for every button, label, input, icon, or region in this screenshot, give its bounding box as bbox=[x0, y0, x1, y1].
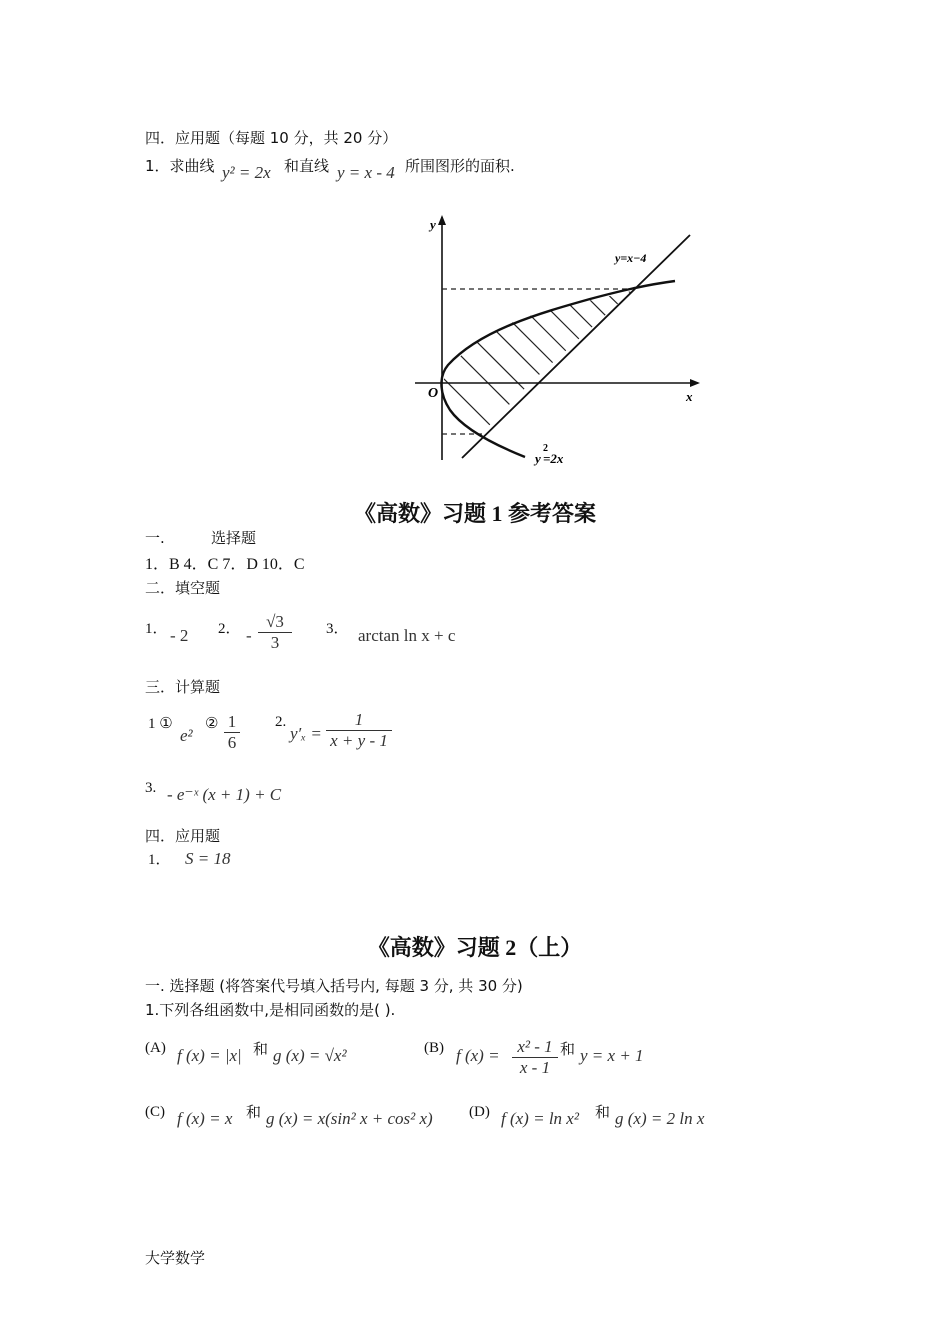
optC-g: g (x) = x(sin² x + cos² x) bbox=[266, 1109, 433, 1128]
hatch-pattern bbox=[410, 273, 690, 455]
answers1-s3-heading: 三．计算题 bbox=[145, 678, 221, 696]
s3-a2-fraction bbox=[326, 710, 392, 751]
optB-f: f (x) = bbox=[456, 1046, 500, 1065]
exercise2-title: 《高数》习题 2（上） bbox=[367, 935, 583, 960]
label-y: y bbox=[430, 217, 436, 232]
s2-a3-val: arctan ln x + c bbox=[358, 626, 456, 645]
line-curve bbox=[462, 235, 690, 458]
s2-a2-denominator: 3 bbox=[258, 632, 292, 653]
s2-a1-val: - 2 bbox=[170, 626, 189, 645]
exercise2-q1-text: 1.下列各组函数中,是相同函数的是( ). bbox=[145, 1001, 396, 1019]
s3-a1b: ② bbox=[205, 716, 219, 732]
s2-a2-numerator: √3 bbox=[266, 612, 284, 631]
optA-f: f (x) = |x| bbox=[177, 1046, 242, 1065]
area-figure bbox=[400, 205, 720, 470]
s3-a1b-fraction bbox=[224, 712, 240, 753]
optB-and: 和 bbox=[560, 1040, 576, 1058]
label-parabola-exp: 2 bbox=[543, 443, 548, 454]
s3-a2-denominator: x + y - 1 bbox=[326, 730, 392, 751]
q1-suffix: 所围图形的面积. bbox=[405, 157, 515, 175]
s2-a3-num: 3． bbox=[326, 621, 349, 637]
answers1-s1-heading-text: 选择题 bbox=[211, 529, 257, 547]
q1-mid: 和直线 bbox=[284, 157, 330, 175]
eq-curve: y² = 2x bbox=[222, 163, 271, 182]
optB-g: y = x + 1 bbox=[580, 1046, 644, 1065]
s3-a2-num: 2. bbox=[275, 714, 287, 730]
answers1-s2-heading: 二．填空题 bbox=[145, 579, 221, 597]
optC-label: (C) bbox=[145, 1104, 165, 1120]
optA-label: (A) bbox=[145, 1040, 166, 1056]
optA-and: 和 bbox=[253, 1040, 269, 1058]
s2-a2-num: 2． bbox=[218, 621, 241, 637]
optC-f: f (x) = x bbox=[177, 1109, 233, 1128]
s4-a1-val: S = 18 bbox=[185, 849, 231, 868]
optD-g: g (x) = 2 ln x bbox=[615, 1109, 705, 1128]
answers1-s1-heading: 一. bbox=[145, 529, 165, 547]
s3-a3-num: 3. bbox=[145, 780, 157, 796]
footer-text: 大学数学 bbox=[145, 1251, 206, 1267]
s2-a1-num: 1． bbox=[145, 621, 168, 637]
label-parabola-rhs: =2x bbox=[543, 451, 564, 466]
optA-g: g (x) = √x² bbox=[273, 1046, 347, 1065]
label-line: y=x−4 bbox=[615, 251, 647, 265]
optC-and: 和 bbox=[246, 1103, 262, 1121]
label-origin: O bbox=[428, 386, 439, 401]
answers1-title: 《高数》习题 1 参考答案 bbox=[353, 501, 596, 526]
optB-fraction bbox=[512, 1037, 558, 1078]
section4-heading: 四．应用题（每题 10 分，共 20 分） bbox=[145, 129, 398, 147]
y-axis-arrow bbox=[438, 215, 446, 225]
s3-a2-lhs: y′ₓ = bbox=[290, 724, 322, 743]
s3-a1b-denominator: 6 bbox=[224, 732, 240, 753]
s2-a2-sign: - bbox=[246, 626, 252, 645]
label-parabola-lhs: y bbox=[535, 451, 541, 466]
eq-line: y = x - 4 bbox=[337, 163, 395, 182]
s3-a3-val: - e⁻ˣ (x + 1) + C bbox=[167, 785, 282, 804]
label-x: x bbox=[686, 389, 693, 404]
s2-a2-fraction bbox=[258, 612, 292, 653]
exercise2-s1-heading: 一. 选择题 (将答案代号填入括号内, 每题 3 分, 共 30 分) bbox=[145, 977, 523, 995]
answers1-s4-heading: 四．应用题 bbox=[145, 827, 221, 845]
answers1-s1-answers: 1．B 4．C 7．D 10．C bbox=[145, 556, 305, 573]
parabola-curve bbox=[441, 281, 675, 457]
s3-a2-numerator: 1 bbox=[354, 710, 364, 729]
optD-f: f (x) = ln x² bbox=[501, 1109, 579, 1128]
optD-label: (D) bbox=[469, 1104, 490, 1120]
s3-a1b-numerator: 1 bbox=[227, 712, 237, 731]
s4-a1-num: 1． bbox=[148, 852, 171, 868]
optB-numerator: x² - 1 bbox=[517, 1037, 553, 1056]
s3-a1-val: e² bbox=[180, 726, 193, 745]
optB-denominator: x - 1 bbox=[512, 1057, 558, 1078]
optB-label: (B) bbox=[424, 1040, 444, 1056]
s3-a1-num: 1 ① bbox=[148, 716, 173, 732]
x-axis-arrow bbox=[690, 379, 700, 387]
q1-prefix: 1．求曲线 bbox=[145, 157, 215, 175]
optD-and: 和 bbox=[595, 1103, 611, 1121]
